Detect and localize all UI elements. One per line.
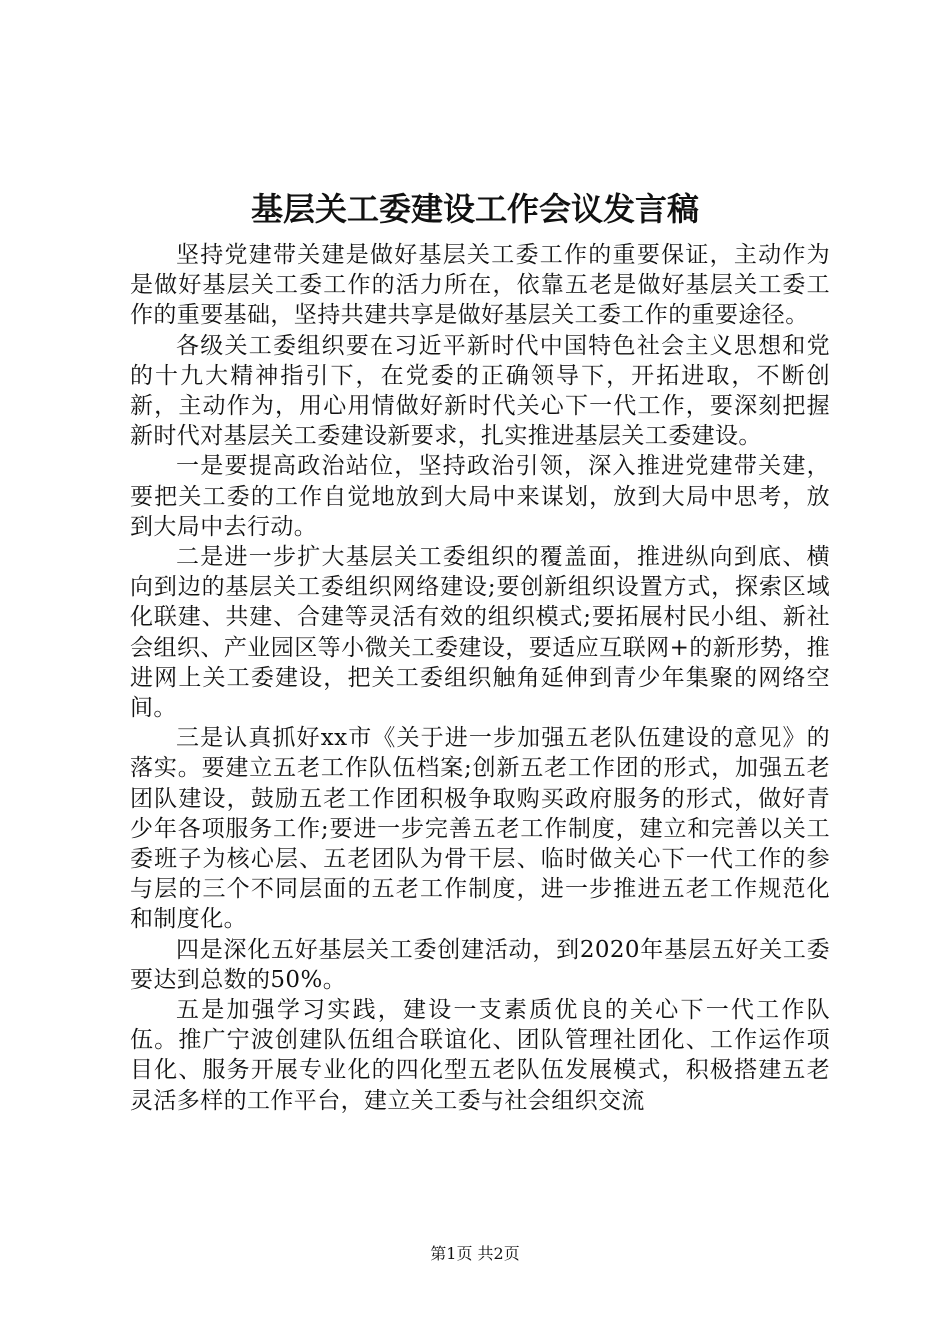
paragraph-5: 三是认真抓好xx市《关于进一步加强五老队伍建设的意见》的落实。要建立五老工作队伍档案;创新五老工作团的形式，加强五老团队建设，鼓励五老工作团积极争取购买政府服务的形式，做好青少年各项服务工作;要进一步完善五老工作制度，建立和完善以关工委班子为核心层、五老团队为骨干层、临时做关心下一代工作的参与层的三个不同层面的五老工作制度，进一步推进五老工作规范化和制度化。	[130, 725, 830, 933]
paragraph-6: 四是深化五好基层关工委创建活动，到2020年基层五好关工委要达到总数的50%。	[130, 936, 830, 993]
document-body	[130, 240, 830, 1116]
page-footer: 第1页 共2页	[430, 1244, 520, 1263]
document-title: 基层关工委建设工作会议发言稿	[250, 190, 699, 228]
paragraph-7: 五是加强学习实践，建设一支素质优良的关心下一代工作队伍。推广宁波创建队伍组合联谊化、团队管理社团化、工作运作项目化、服务开展专业化的四化型五老队伍发展模式，积极搭建五老灵活多样的工作平台，建立关工委与社会组织交流	[130, 997, 830, 1114]
paragraph-3: 一是要提高政治站位，坚持政治引领，深入推进党建带关建，要把关工委的工作自觉地放到大局中来谋划，放到大局中思考，放到大局中去行动。	[130, 453, 830, 540]
paragraph-2: 各级关工委组织要在习近平新时代中国特色社会主义思想和党的十九大精神指引下，在党委的正确领导下，开拓进取，不断创新，主动作为，用心用情做好新时代关心下一代工作，要深刻把握新时代对基层关工委建设新要求，扎实推进基层关工委建设。	[130, 332, 830, 450]
paragraph-4: 二是进一步扩大基层关工委组织的覆盖面，推进纵向到底、横向到边的基层关工委组织网络建设;要创新组织设置方式，探索区域化联建、共建、合建等灵活有效的组织模式;要拓展村民小组、新社会组织、产业园区等小微关工委建设，要适应互联网+的新形势，推进网上关工委建设，把关工委组织触角延伸到青少年集聚的网络空间。	[130, 544, 830, 722]
paragraph-1: 坚持党建带关建是做好基层关工委工作的重要保证，主动作为是做好基层关工委工作的活力所在，依靠五老是做好基层关工委工作的重要基础，坚持共建共享是做好基层关工委工作的重要途径。	[130, 242, 830, 329]
